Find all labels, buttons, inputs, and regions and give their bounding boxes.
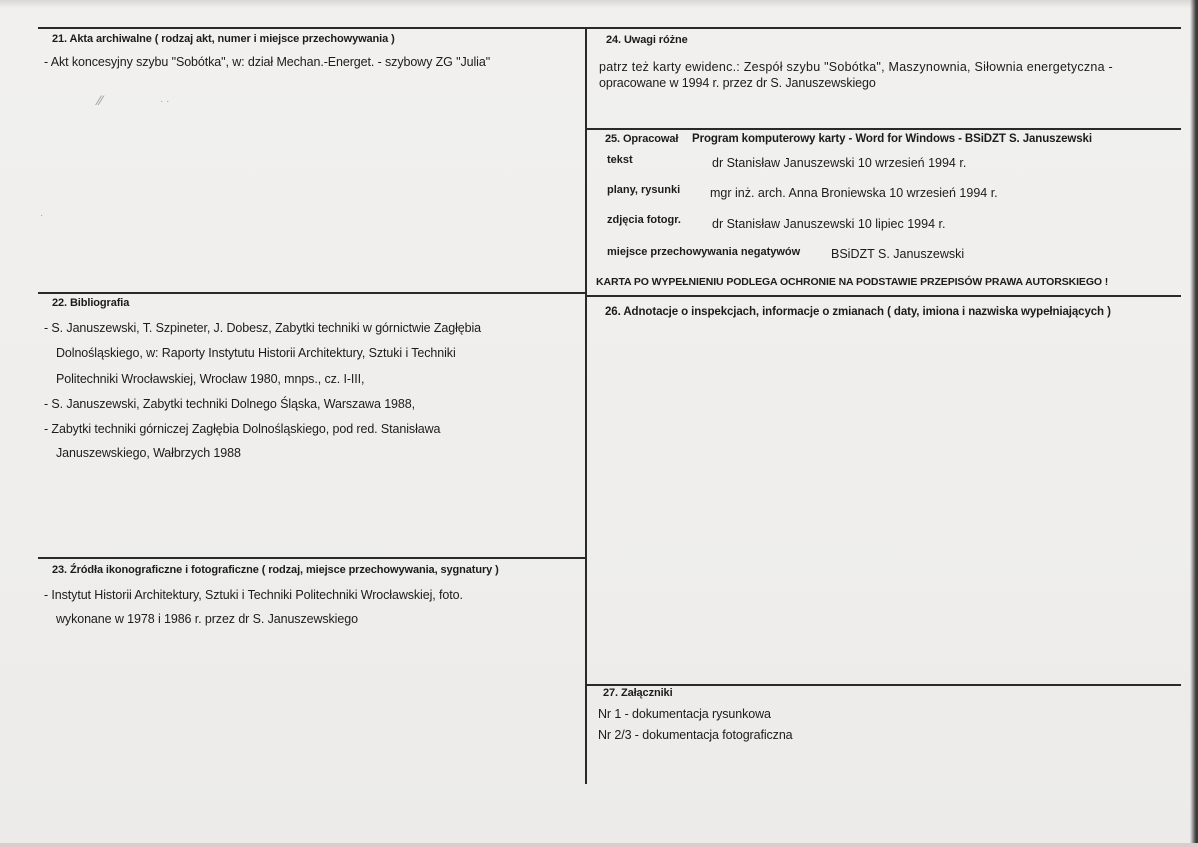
section-27-line: Nr 2/3 - dokumentacja fotograficzna (598, 728, 793, 742)
top-rule (38, 27, 1181, 29)
section-25-label-photos: zdjęcia fotogr. (607, 214, 681, 226)
section-26-heading: 26. Adnotacje o inspekcjach, informacje o zmianach ( daty, imiona i nazwiska wypełniających ) (605, 306, 1111, 318)
section-22-line: Dolnośląskiego, w: Raporty Instytutu Historii Architektury, Sztuki i Techniki (56, 346, 456, 360)
section-24-line: opracowane w 1994 r. przez dr S. Januszewskiego (599, 76, 876, 90)
section-27-line: Nr 1 - dokumentacja rysunkowa (598, 707, 771, 721)
section-25-heading-label: 25. Opracował (605, 133, 679, 145)
rule-22 (38, 292, 587, 294)
section-22-line: - S. Januszewski, T. Szpineter, J. Dobesz, Zabytki techniki w górnictwie Zagłębia (44, 321, 481, 335)
scan-edge-top (0, 0, 1198, 8)
scan-edge-bottom (0, 843, 1198, 847)
rule-25 (587, 128, 1181, 130)
section-25-value-text: dr Stanisław Januszewski 10 wrzesień 1994 r. (712, 156, 967, 170)
section-22-heading: 22. Bibliografia (52, 297, 130, 309)
scan-mark: · · (160, 96, 170, 107)
section-21-heading: 21. Akta archiwalne ( rodzaj akt, numer i miejsce przechowywania ) (52, 33, 395, 45)
scan-mark: · (40, 210, 44, 221)
section-23-heading: 23. Źródła ikonograficzne i fotograficzne ( rodzaj, miejsce przechowywania, sygnatury ) (52, 564, 499, 576)
section-21-line: - Akt koncesyjny szybu "Sobótka", w: dział Mechan.-Energet. - szybowy ZG "Julia" (44, 55, 491, 69)
rule-27 (587, 684, 1181, 686)
section-23-line: wykonane w 1978 i 1986 r. przez dr S. Januszewskiego (56, 612, 358, 626)
section-24-heading: 24. Uwagi różne (606, 34, 688, 46)
section-25-label-negatives: miejsce przechowywania negatywów (607, 246, 801, 258)
section-22-line: - S. Januszewski, Zabytki techniki Dolnego Śląska, Warszawa 1988, (44, 397, 415, 411)
section-27-heading: 27. Załączniki (603, 687, 673, 699)
section-24-line: patrz też karty ewidenc.: Zespół szybu "Sobótka", Maszynownia, Siłownia energetyczna - (599, 60, 1113, 74)
section-22-line: Januszewskiego, Wałbrzych 1988 (56, 446, 241, 460)
section-22-line: - Zabytki techniki górniczej Zagłębia Dolnośląskiego, pod red. Stanisława (44, 422, 441, 436)
section-22-line: Politechniki Wrocławskiej, Wrocław 1980, mnps., cz. I-III, (56, 372, 365, 386)
scan-edge-right (1190, 0, 1198, 847)
section-23-line: - Instytut Historii Architektury, Sztuki i Techniki Politechniki Wrocławskiej, foto. (44, 588, 463, 602)
copyright-notice: KARTA PO WYPEŁNIENIU PODLEGA OCHRONIE NA PODSTAWIE PRZEPISÓW PRAWA AUTORSKIEGO ! (596, 276, 1109, 288)
section-25-value-photos: dr Stanisław Januszewski 10 lipiec 1994 r. (712, 217, 946, 231)
rule-23 (38, 557, 587, 559)
scan-mark: ⁄⁄ (98, 92, 103, 108)
section-25-label-plans: plany, rysunki (607, 184, 681, 196)
section-25-label-text: tekst (607, 154, 633, 166)
center-divider (585, 27, 587, 784)
section-25-heading-program: Program komputerowy karty - Word for Windows - BSiDZT S. Januszewski (692, 133, 1092, 145)
section-25-value-negatives: BSiDZT S. Januszewski (831, 247, 965, 261)
section-25-value-plans: mgr inż. arch. Anna Broniewska 10 wrzesień 1994 r. (710, 186, 998, 200)
rule-26 (587, 295, 1181, 297)
